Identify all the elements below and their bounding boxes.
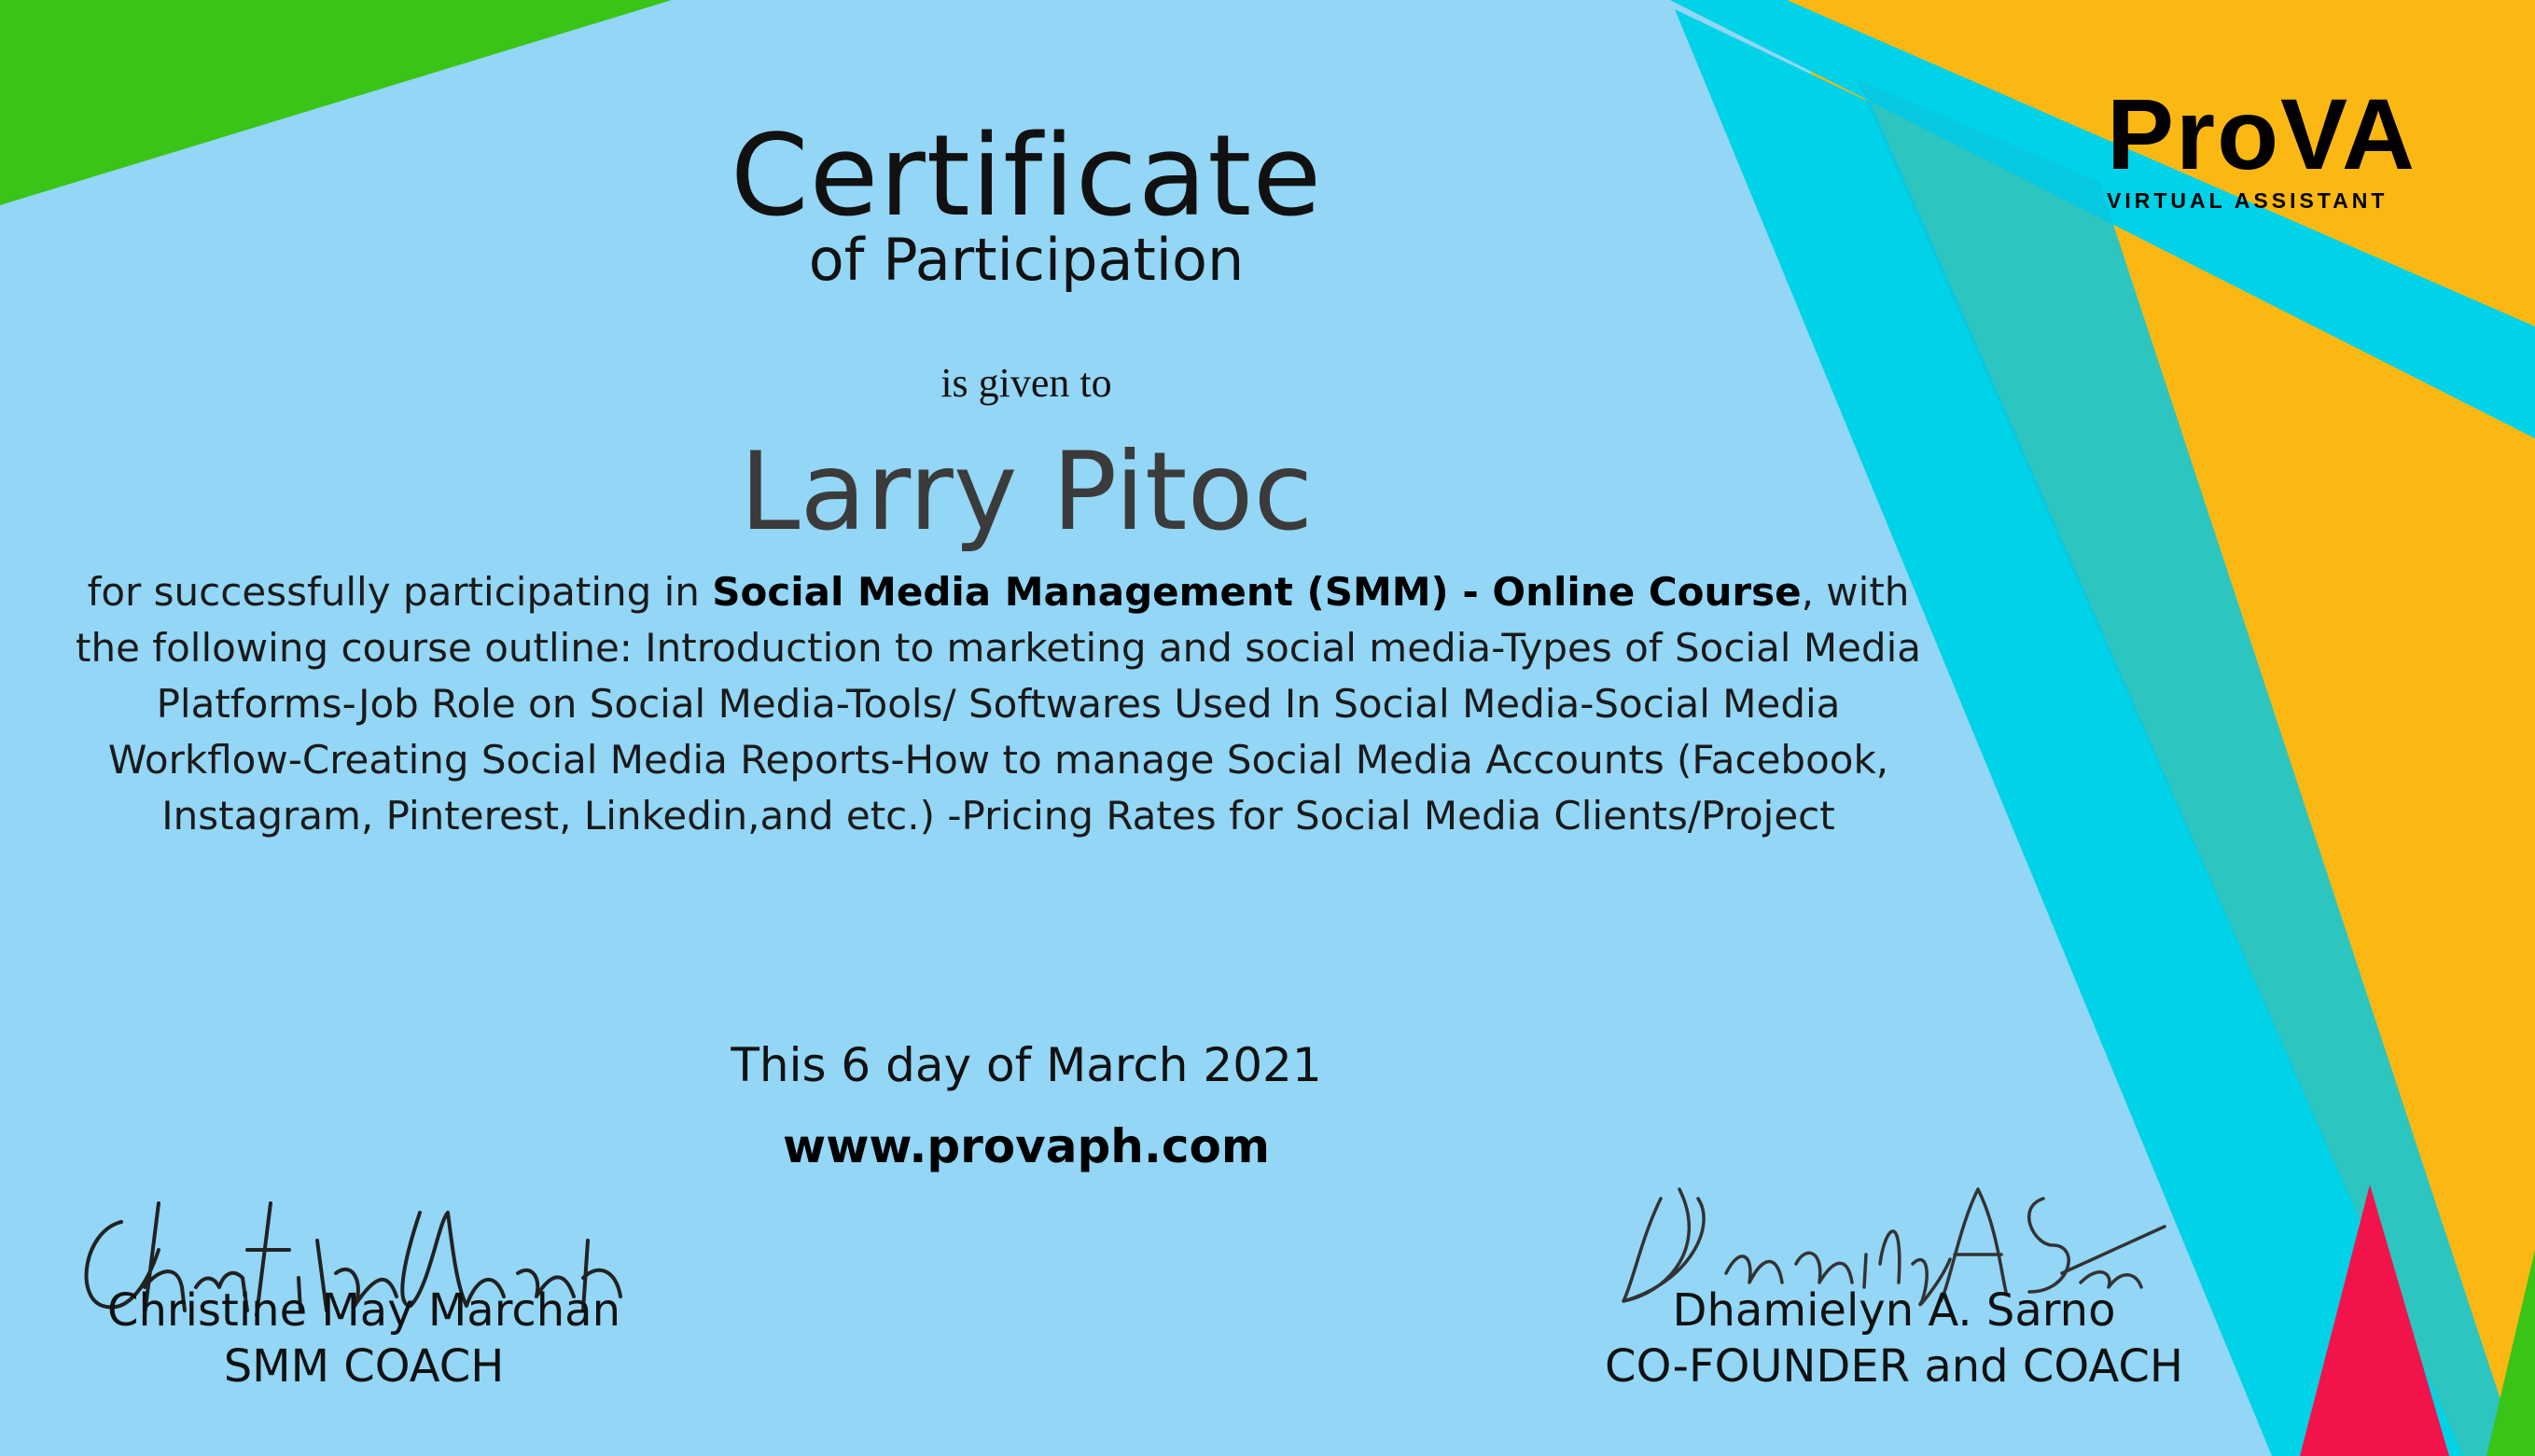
logo-wordmark: ProVA <box>2107 77 2417 190</box>
signatory-role: CO-FOUNDER and COACH <box>1605 1340 2183 1393</box>
course-outline: , with the following course outline: Introduction to marketing and social media-Types of Social Media Platforms-Job Role on Social Media-Tools/ Softwares Used In Social Media-Social Media Workflow-Creating Social Media Reports-How to manage Social Media Accounts (Facebook, Instagram, Pinterest, Linkedin,and etc.) -Pricing Rates for Social Media Clients/Project <box>76 569 1921 839</box>
signatory-role: SMM COACH <box>223 1340 505 1393</box>
certificate-subtitle: of Participation <box>808 226 1245 294</box>
signatory-right <box>1511 1283 2277 1394</box>
certificate-body <box>56 564 1941 844</box>
given-to-text: is given to <box>940 360 1112 406</box>
signatory-name: Dhamielyn A. Sarno <box>1672 1284 2116 1337</box>
signatory-left <box>65 1283 662 1394</box>
signatory-name: Christine May Marchan <box>106 1284 621 1337</box>
certificate-title: Certificate <box>730 112 1323 242</box>
green-corner-top-left <box>0 0 672 205</box>
logo-tagline: VIRTUAL ASSISTANT <box>2107 188 2389 213</box>
prova-logo <box>2107 77 2443 214</box>
issue-date: This 6 day of March 2021 <box>731 1038 1322 1092</box>
body-intro: for successfully participating in <box>87 569 713 615</box>
website-url: www.provaph.com <box>783 1119 1270 1173</box>
recipient-name: Larry Pitoc <box>739 429 1314 555</box>
course-name: Social Media Management (SMM) - Online Course <box>712 569 1802 615</box>
